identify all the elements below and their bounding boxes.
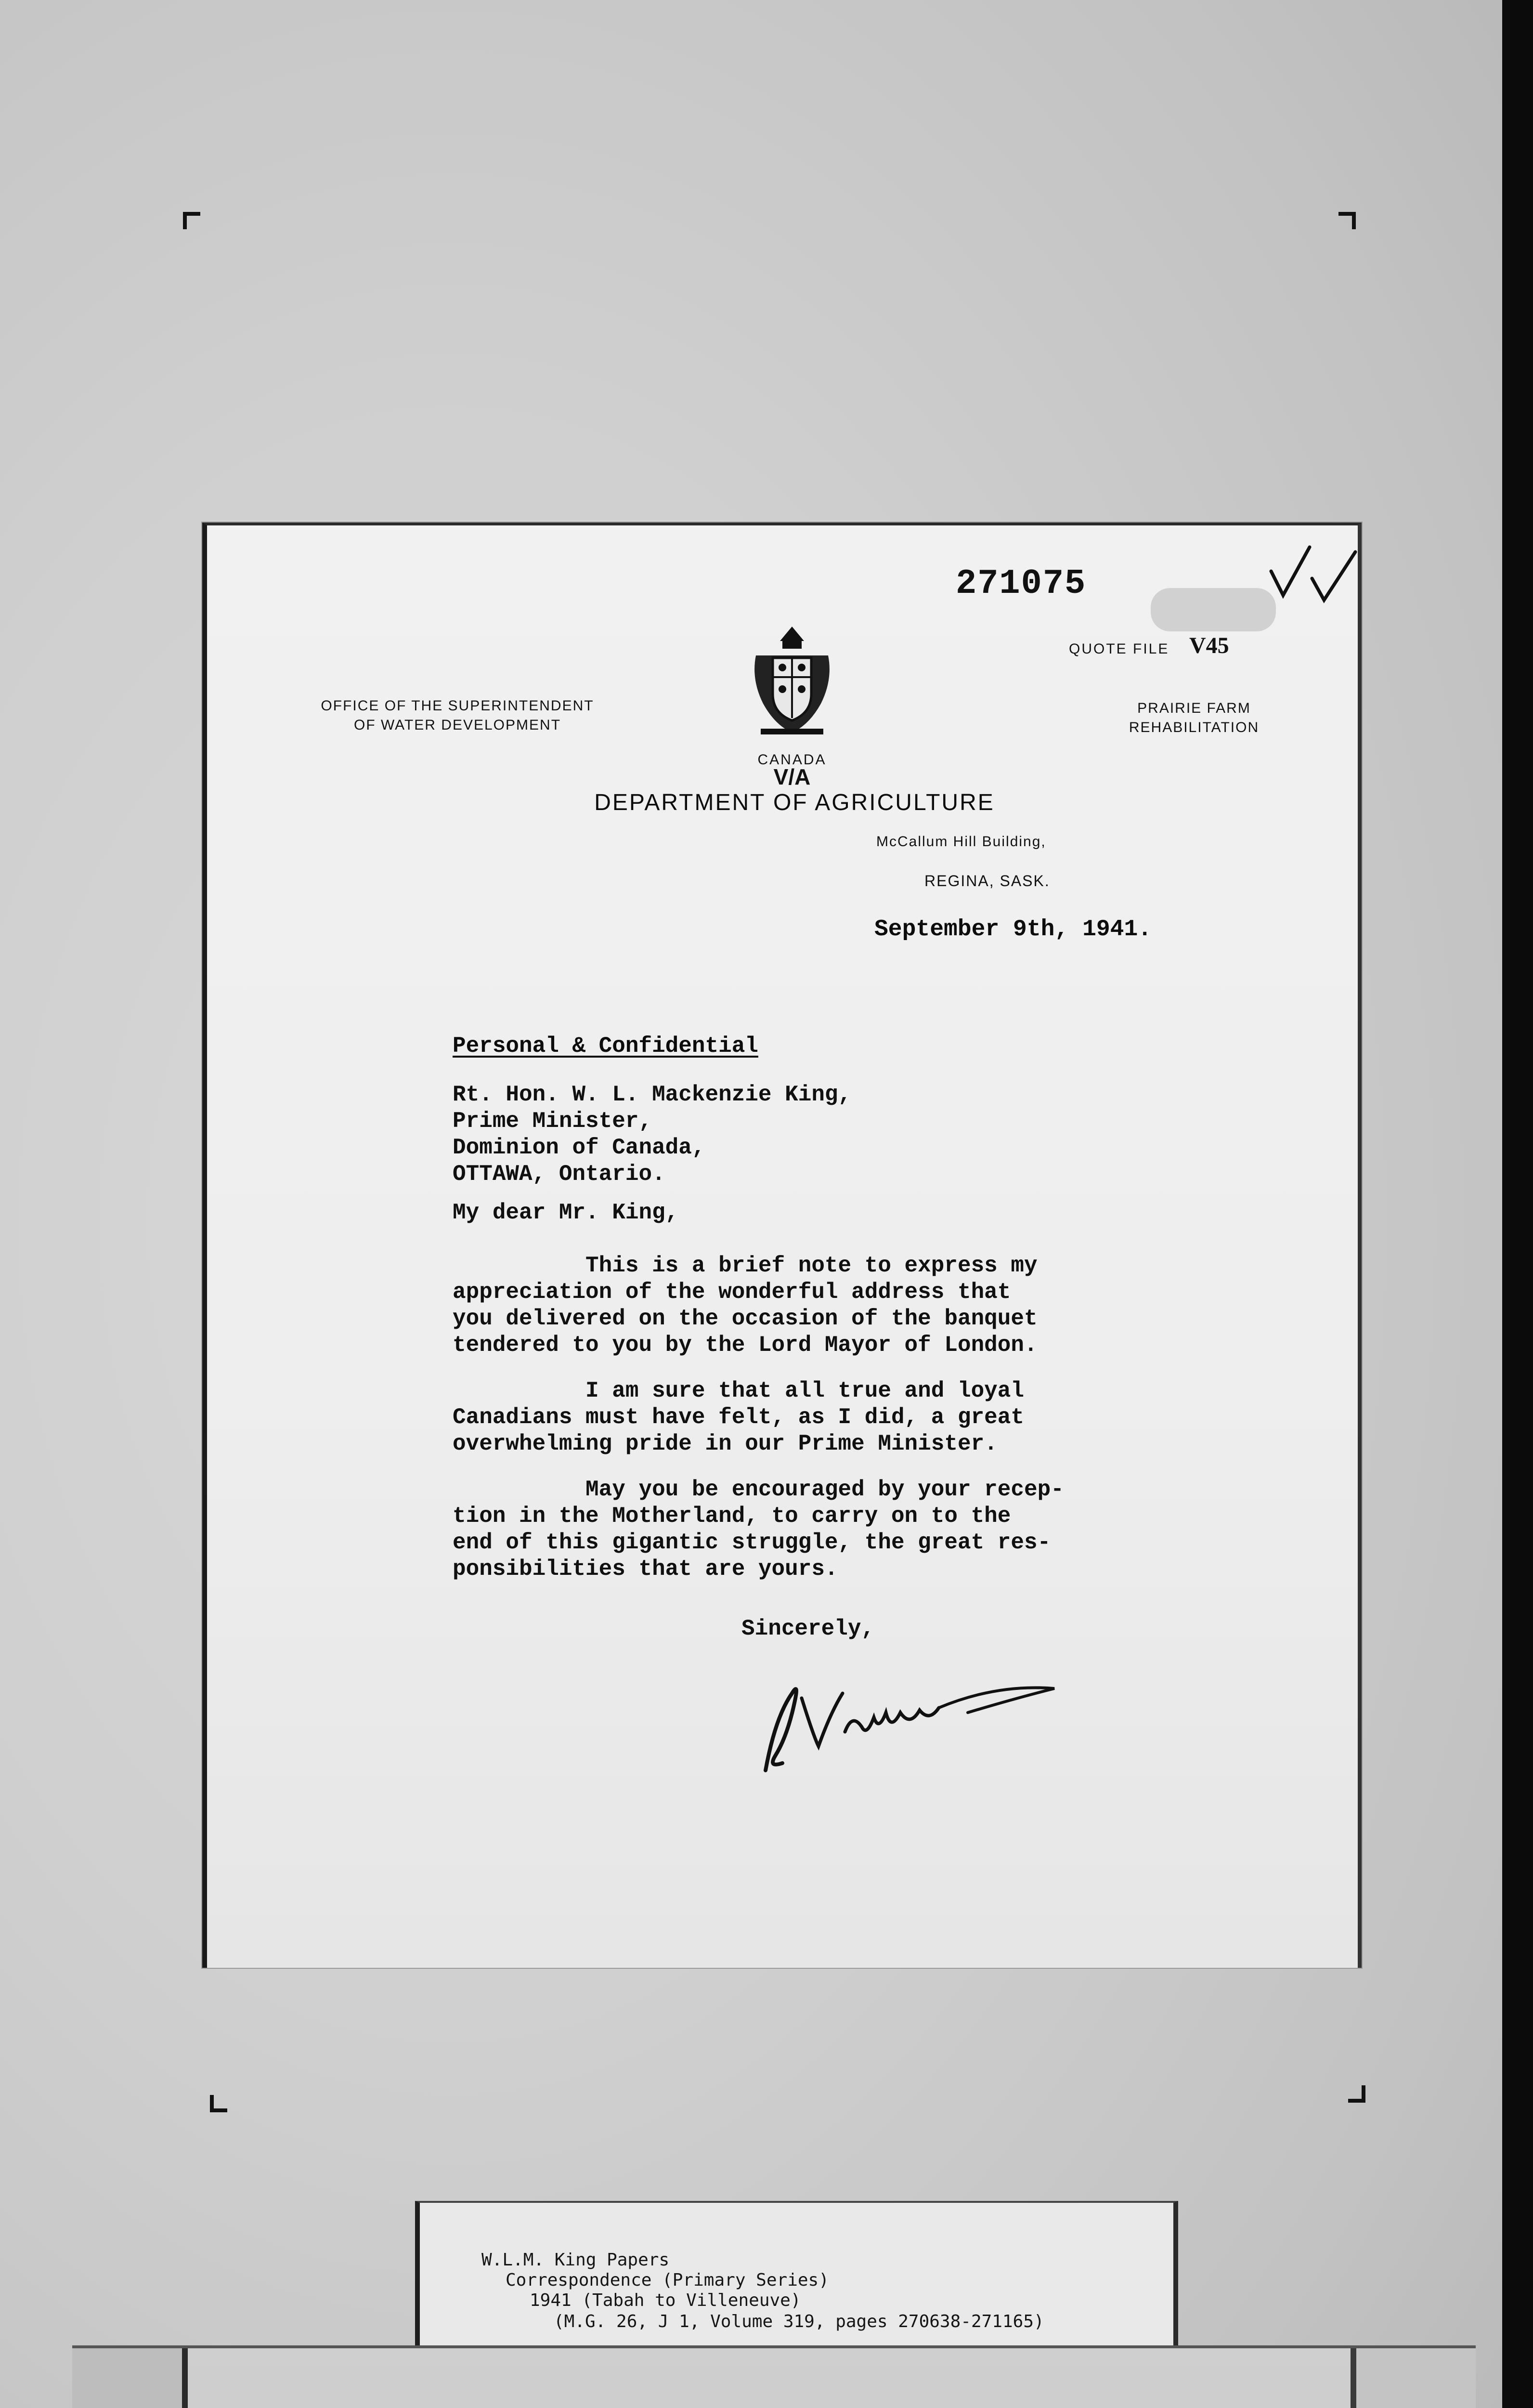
- corner-mark-top-right: [1338, 212, 1356, 229]
- label-line-1: W.L.M. King Papers: [481, 2250, 670, 2270]
- film-right-edge: [1502, 0, 1533, 2408]
- salutation: My dear Mr. King,: [453, 1200, 679, 1225]
- handwritten-signature: [746, 1660, 1064, 1785]
- va-mark: V/A: [773, 764, 811, 789]
- collection-label-card: [415, 2201, 1178, 2362]
- office-line1: OFFICE OF THE SUPERINTENDENT: [321, 698, 594, 714]
- plate-clip-right: [1351, 2348, 1476, 2408]
- corner-mark-bottom-right: [1348, 2085, 1365, 2103]
- check-marks-icon: [1266, 542, 1363, 605]
- city-line: REGINA, SASK.: [924, 872, 1050, 890]
- closing: Sincerely,: [741, 1616, 875, 1641]
- canada-label: CANADA: [757, 752, 827, 768]
- coat-of-arms-icon: [746, 622, 838, 737]
- paragraph-3: May you be encouraged by your recep- tion in the Motherland, to carry on to the end of this gigantic struggle, the great res- ponsibilities that are yours.: [453, 1477, 1064, 1582]
- corner-mark-top-left: [183, 212, 200, 229]
- ink-stamp-smudge: [1151, 588, 1276, 631]
- label-line-3: 1941 (Tabah to Villeneuve): [530, 2290, 801, 2310]
- label-line-4: (M.G. 26, J 1, Volume 319, pages 270638-271165): [554, 2312, 1044, 2331]
- department-heading: DEPARTMENT OF AGRICULTURE: [594, 790, 995, 815]
- document-number: 271075: [956, 564, 1087, 603]
- paragraph-1: This is a brief note to express my appreciation of the wonderful address that you delivered on the occasion of the banquet tendered to you by the Lord Mayor of London.: [453, 1253, 1038, 1358]
- personal-confidential-heading: Personal & Confidential: [453, 1034, 758, 1059]
- label-line-2: Correspondence (Primary Series): [506, 2270, 829, 2290]
- public-archives-plate: [72, 2345, 1476, 2408]
- office-line2: OF WATER DEVELOPMENT: [353, 717, 561, 733]
- quote-file-label: QUOTE FILE: [1069, 641, 1169, 657]
- letter-page: [202, 523, 1362, 1968]
- office-heading: [308, 696, 607, 735]
- recipient-address: Rt. Hon. W. L. Mackenzie King, Prime Minister, Dominion of Canada, OTTAWA, Ontario.: [453, 1082, 852, 1187]
- quote-file-value: V45: [1189, 633, 1229, 658]
- letter-date: September 9th, 1941.: [874, 916, 1152, 942]
- prairie-heading: [1117, 699, 1271, 737]
- building-line: McCallum Hill Building,: [876, 834, 1046, 850]
- plate-clip-left: [72, 2348, 188, 2408]
- prairie-line2: REHABILITATION: [1129, 720, 1260, 735]
- corner-mark-bottom-left: [210, 2095, 227, 2112]
- prairie-line1: PRAIRIE FARM: [1137, 700, 1251, 716]
- paragraph-2: I am sure that all true and loyal Canadians must have felt, as I did, a great overwhelming pride in our Prime Minister.: [453, 1378, 1024, 1456]
